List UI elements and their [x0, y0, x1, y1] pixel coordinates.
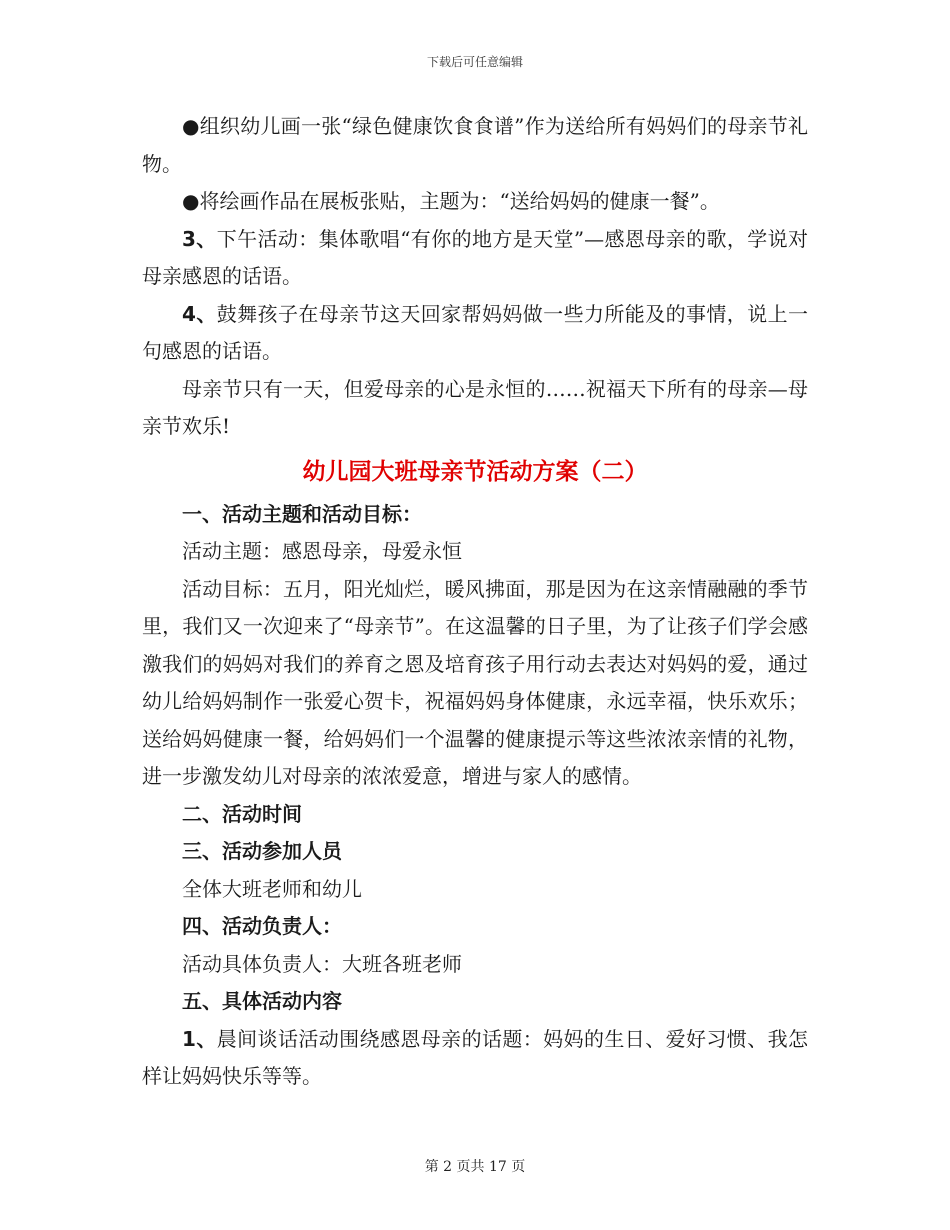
- section-heading-1: 一、活动主题和活动目标：: [182, 501, 422, 526]
- paragraph-morning-talk: [142, 1021, 808, 1096]
- item-text-4: 鼓舞孩子在母亲节这天回家帮妈妈做一些力所能及的事情，说上一句感恩的话语。: [142, 301, 809, 363]
- paragraph-participants: 全体大班老师和幼儿: [182, 876, 362, 901]
- item-number-4: 4、: [182, 301, 217, 326]
- paragraph-afternoon-activity: [142, 221, 808, 296]
- paragraph-activity-goal: 活动目标：五月，阳光灿烂，暖风拂面，那是因为在这亲情融融的季节里，我们又一次迎来了“母亲节”。在这温馨的日子里，为了让孩子们学会感激我们的妈妈对我们的养育之恩及培育孩子用行动去表达对妈妈的爱，通过幼儿给妈妈制作一张爱心贺卡，祝福妈妈身体健康，永远幸福，快乐欢乐；送给妈妈健康一餐，给妈妈们一个温馨的健康提示等这些浓浓亲情的礼物，进一步激发幼儿对母亲的浓浓爱意，增进与家人的感情。: [142, 576, 808, 788]
- document-body: [142, 108, 808, 1096]
- paragraph-display-artwork: ●将绘画作品在展板张贴，主题为：“送给妈妈的健康一餐”。: [182, 189, 720, 213]
- document-title: 幼儿园大班母亲节活动方案（二）: [302, 458, 648, 485]
- section-heading-5: 五、具体活动内容: [182, 989, 342, 1013]
- paragraph-drawing-activity: ●组织幼儿画一张“绿色健康饮食食谱”作为送给所有妈妈们的母亲节礼物。: [142, 114, 808, 176]
- section-heading-2: 二、活动时间: [182, 801, 302, 826]
- item-text-3: 下午活动：集体歌唱“有你的地方是天堂”—感恩母亲的歌，学说对母亲感恩的话语。: [142, 226, 809, 288]
- page-header: 下载后可任意编辑: [426, 55, 523, 69]
- paragraph-responsible: 活动具体负责人：大班各班老师: [182, 951, 462, 976]
- page-footer: 第 2 页共 17 页: [424, 1159, 526, 1175]
- item-text-1: 晨间谈话活动围绕感恩母亲的话题：妈妈的生日、爱好习惯、我怎样让妈妈快乐等等。: [142, 1026, 809, 1088]
- paragraph-encourage-children: [142, 296, 808, 371]
- paragraph-closing-wish: 母亲节只有一天，但爱母亲的心是永恒的……祝福天下所有的母亲—母亲节欢乐!: [142, 376, 808, 438]
- section-heading-4: 四、活动负责人：: [182, 914, 342, 938]
- paragraph-activity-theme: 活动主题：感恩母亲，母爱永恒: [182, 539, 462, 563]
- item-number-3: 3、: [182, 226, 217, 251]
- item-number-1: 1、: [182, 1026, 217, 1051]
- section-heading-3: 三、活动参加人员: [182, 839, 342, 863]
